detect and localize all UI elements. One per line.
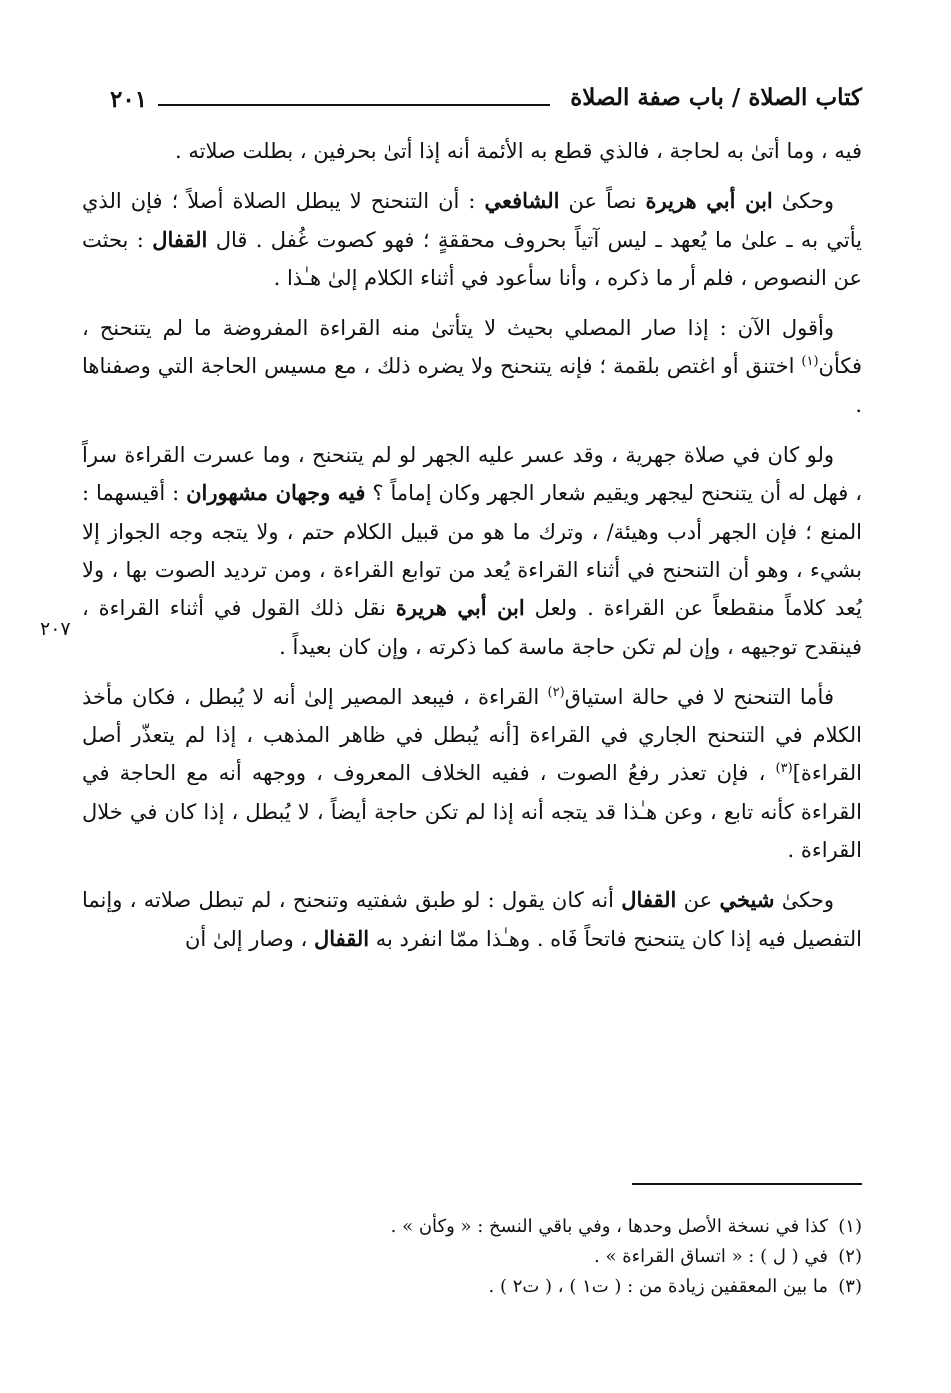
paragraph [82,182,862,297]
margin-manuscript-folio: ٢٠٧ [40,618,71,640]
footnote [120,1272,862,1302]
text-run: وحكىٰ [774,888,834,913]
header-rule [158,104,550,106]
footnote-rule [632,1183,862,1185]
footnote-text: كذا في نسخة الأصل وحدها ، وفي باقي النسخ : « وكأن » . [390,1216,828,1237]
bold-name: ابن أبي هريرة [395,595,525,621]
text-run: : أقيسهما : المنع ؛ فإن الجهر أدب وهيئة/ ، وترك ما هو من قبيل الكلام حتم ، ولا يتجه وجه الجواز إلا بشيء ، وهو أن التنحنح في أثناء القراءة يُعد من توابع القراءة ، ومن ترديد الصوت بها ، ولا يُعد كلاماً منقطعاً عن القراءة . ولعل [82,481,862,621]
footnote-text: في ( ل ) : « اتساق القراءة » . [594,1246,828,1267]
footnote-reference: (٢) [547,684,565,700]
bold-name: القفال [313,925,370,951]
text-run: نقل ذلك القول في أثناء القراءة ، فينقدح توجيهه ، وإن لم تكن حاجة ماسة كما ذكرته ، وإن كان بعيداً . [82,596,862,659]
text-run: فأما التنحنح لا في حالة استياق [564,684,834,709]
page-number: ٢٠١ [110,86,148,113]
text-run: وأقول الآن : إذا صار المصلي بحيث لا يتأتىٰ منه القراءة المفروضة ما لم يتنحنح ، فكأن [82,316,862,379]
text-run: ، فإن تعذر رفعُ الصوت ، ففيه الخلاف المعروف ، ووجهه أنه مع الحاجة في القراءة كأنه تابع ، وعن هـٰذا قد يتجه أنه إذا لم تكن حاجة أيضاً ، لا يُبطل ، إذا كان في خلال القراءة . [82,761,862,863]
footnote-number: (٣) [838,1276,862,1297]
bold-name: فيه وجهان مشهوران [186,480,366,506]
text-run: نصاً عن [559,189,646,214]
footnote-reference: (١) [801,354,819,370]
footnote-text: ما بين المعقفين زيادة من : ( ت١ ) ، ( ت٢ ) . [488,1276,828,1297]
paragraph [82,678,862,869]
text-run: وحكىٰ [772,189,834,214]
footnotes [120,1212,862,1302]
bold-name: القفال [621,887,677,913]
main-text [82,132,862,970]
text-run: فيه ، وما أتىٰ به لحاجة ، فالذي قطع به الأئمة أنه إذا أتىٰ بحرفين ، بطلت صلاته . [175,139,862,163]
footnote [120,1212,862,1242]
footnote-reference: (٣) [775,761,793,777]
text-run: عن [676,888,720,913]
footnote [120,1242,862,1272]
footnote-number: (١) [838,1216,862,1237]
running-head: كتاب الصلاة / باب صفة الصلاة [570,84,862,111]
footnote-number: (٢) [838,1246,862,1267]
paragraph [82,436,862,666]
bold-name: ابن أبي هريرة [645,188,773,214]
bold-name: شيخي [719,887,775,913]
text-run: أنه كان يقول : لو طبق شفتيه وتنحنح ، لم تبطل صلاته ، وإنما التفصيل فيه إذا كان يتنحنح فاتحاً فَاه . وهـٰذا ممّا انفرد به [82,888,862,951]
text-run: ولو كان في صلاة جهرية ، وقد عسر عليه الجهر لو لم يتنحنح ، وما عسرت القراءة سراً ، فهل له أن يتنحنح ليجهر ويقيم شعار الجهر وكان إماماً ؟ [82,443,862,506]
text-run: ، وصار إلىٰ أن [184,926,314,951]
bold-name: القفال [152,226,208,252]
paragraph [82,881,862,958]
text-run: القراءة ، فيبعد المصير إلىٰ أنه لا يُبطل ، فكان مأخذ الكلام في التنحنح الجاري في القراءة [أنه يُبطل في ظاهر المذهب ، إذا لم يتعذّر أصل القراءة] [82,684,862,786]
page-header [100,80,862,118]
text-run: : أن التنحنح لا يبطل الصلاة أصلاً ؛ فإن الذي يأتي به ـ علىٰ ما يُعهد ـ ليس آتياً بحروف محققةٍ ؛ فهو كصوت غُفل . قال [82,189,862,252]
text-run: : بحثت عن النصوص ، فلم أر ما ذكره ، وأنا سأعود في أثناء الكلام إلىٰ هـٰذا . [82,227,862,290]
paragraph [82,309,862,424]
bold-name: الشافعي [484,188,560,214]
text-run: اختنق أو اغتص بلقمة ؛ فإنه يتنحنح ولا يضره ذلك ، مع مسيس الحاجة التي وصفناها . [82,354,862,417]
paragraph [82,132,862,170]
